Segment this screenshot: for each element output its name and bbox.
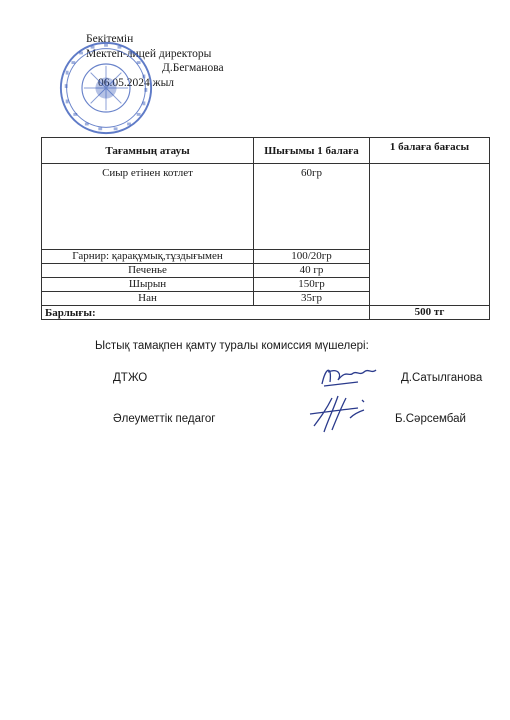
total-price: 500 тг <box>370 306 490 320</box>
row-amount: 100/20гр <box>254 250 370 264</box>
row-dish-name: Печенье <box>42 264 254 278</box>
row-amount: 60гр <box>254 164 370 250</box>
row-dish-name: Шырын <box>42 278 254 292</box>
row-amount: 35гр <box>254 292 370 306</box>
approval-title: Бекітемін <box>86 33 134 45</box>
table-row <box>42 164 490 250</box>
menu-table <box>41 137 490 320</box>
row-dish-name: Нан <box>42 292 254 306</box>
official-stamp-seal <box>58 40 154 136</box>
signature-2 <box>306 392 376 434</box>
signature-1 <box>318 362 380 392</box>
header-amount: Шығымы 1 балаға <box>254 138 370 164</box>
header-dish-name: Тағамның атауы <box>42 138 254 164</box>
row-amount: 40 гр <box>254 264 370 278</box>
commission-title: Ыстық тамақпен қамту туралы комиссия мүшелері: <box>95 340 369 352</box>
row-dish-name: Гарнир: қарақұмық,тұздығымен <box>42 250 254 264</box>
member-role: Әлеуметтік педагог <box>113 413 216 425</box>
approval-position: Мектеп-лицей директоры <box>86 47 212 60</box>
price-cell-empty <box>370 164 490 306</box>
total-row <box>42 306 490 320</box>
member-name: Д.Сатылганова <box>401 372 483 384</box>
header-price: 1 балаға бағасы <box>370 138 490 164</box>
approval-director-name: Д.Бегманова <box>162 62 224 74</box>
total-label: Барлығы: <box>42 306 370 320</box>
member-role: ДТЖО <box>113 372 148 384</box>
approval-date: 06.05.2024 жыл <box>98 76 175 89</box>
member-name: Б.Сәрсембай <box>395 413 466 425</box>
table-header-row <box>42 138 490 164</box>
row-dish-name: Сиыр етінен котлет <box>42 164 254 250</box>
row-amount: 150гр <box>254 278 370 292</box>
